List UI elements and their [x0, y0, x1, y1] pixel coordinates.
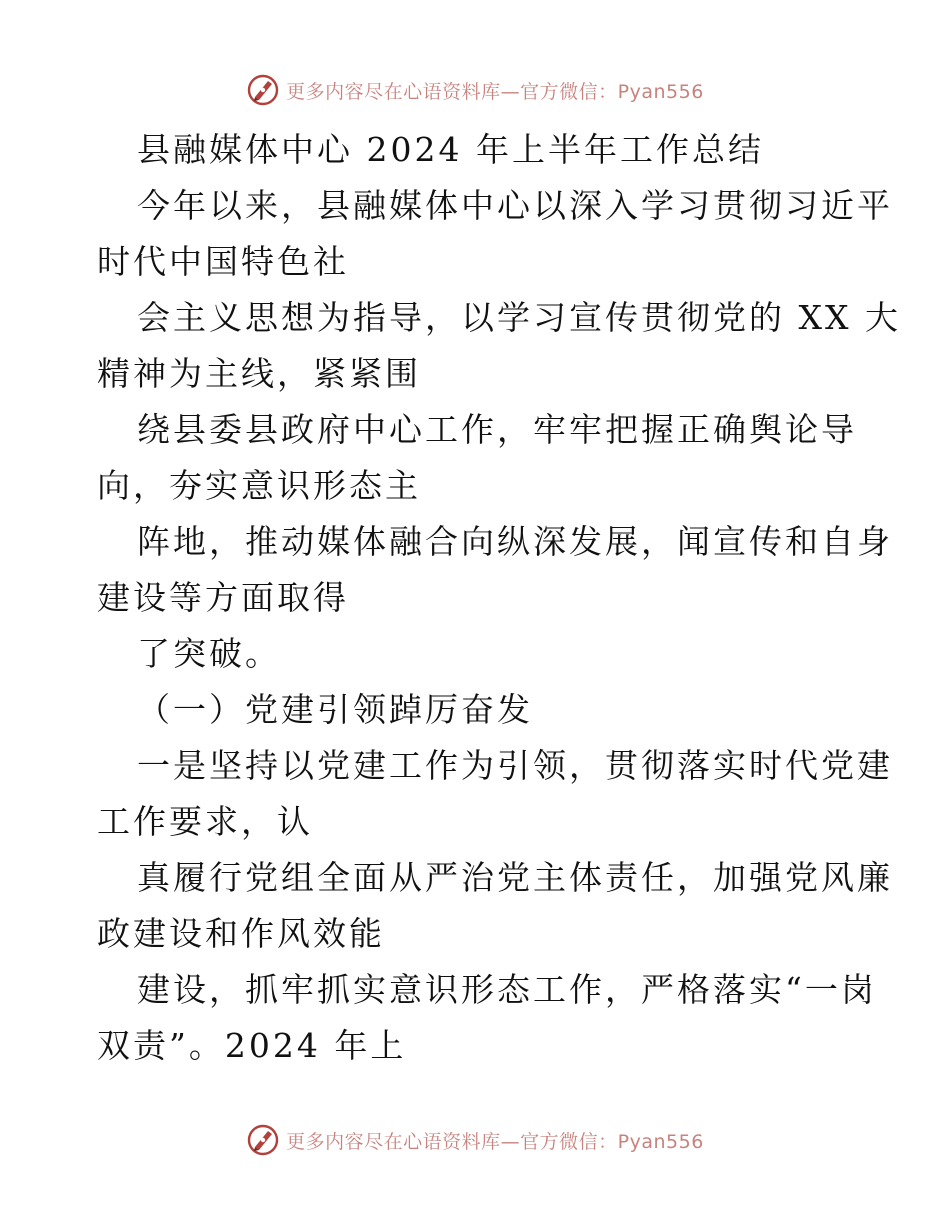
text-line: （一）党建引领踔厉奋发: [137, 690, 533, 729]
text-line: 建设等方面取得: [97, 578, 349, 617]
text-line: 工作要求，认: [97, 802, 313, 841]
text-line: 双责”。2024 年上: [97, 1026, 407, 1065]
text-line: 会主义思想为指导，以学习宣传贯彻党的 XX 大: [137, 298, 901, 337]
watermark-text: 更多内容尽在心语资料库—官方微信：Pyan556: [286, 80, 704, 103]
text-line: 真履行党组全面从严治党主体责任，加强党风廉: [137, 858, 893, 897]
watermark-text: 更多内容尽在心语资料库—官方微信：Pyan556: [286, 1130, 704, 1153]
watermark-header: [0, 70, 950, 110]
text-line: 时代中国特色社: [97, 242, 349, 281]
watermark-footer: [0, 1120, 950, 1160]
text-line: 向，夯实意识形态主: [97, 466, 421, 505]
document-title: 县融媒体中心 2024 年上半年工作总结: [137, 130, 764, 169]
document-body: [97, 122, 901, 1074]
text-line: 政建设和作风效能: [97, 914, 385, 953]
text-line: 了突破。: [137, 634, 281, 673]
pen-logo-icon: [246, 1123, 280, 1157]
text-line: 一是坚持以党建工作为引领，贯彻落实时代党建: [137, 746, 893, 785]
text-line: 精神为主线，紧紧围: [97, 354, 421, 393]
text-line: 阵地，推动媒体融合向纵深发展，闻宣传和自身: [137, 522, 893, 561]
text-line: 绕县委县政府中心工作，牢牢把握正确舆论导: [137, 410, 857, 449]
pen-logo-icon: [246, 73, 280, 107]
text-line: 今年以来，县融媒体中心以深入学习贯彻习近平: [137, 186, 893, 225]
text-line: 建设，抓牢抓实意识形态工作，严格落实“一岗: [137, 970, 877, 1009]
